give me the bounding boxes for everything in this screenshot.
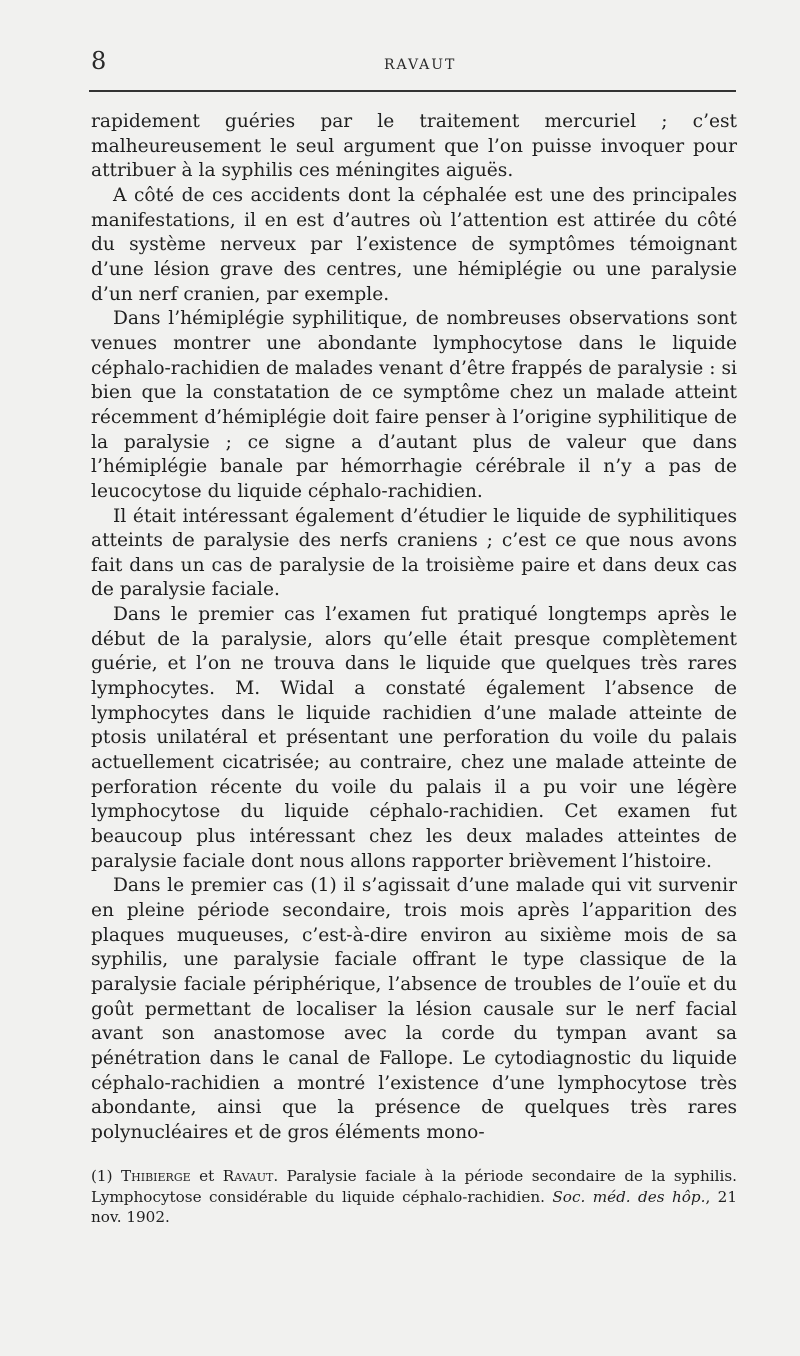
paragraph-2: A côté de ces accidents dont la céphalée est une des principales manifestations, il en est d’autres où l’attention est attirée du côté du système nerveux par l’existence de symptômes témoignant d’une lésion grave des centres, une hémiplégie ou une paralysie d’un nerf cranien, par exemple. — [91, 184, 737, 305]
header-rule — [89, 90, 736, 92]
footnote-journal: Soc. méd. des hôp. — [552, 1187, 706, 1206]
footnote-author-1: Thibierge — [121, 1167, 191, 1185]
footnote-conjunction: et — [199, 1167, 215, 1185]
footnote — [91, 1166, 737, 1228]
footnote-text: . Paralysie faciale à la période secondaire de la syphilis. Lymphocytose considérable du liquide céphalo-rachidien. — [91, 1167, 738, 1206]
page-number: 8 — [91, 47, 107, 75]
paragraph-3: Dans l’hémiplégie syphilitique, de nombreuses observations sont venues montrer une abondante lymphocytose dans le liquide céphalo-rachidien de malades venant d’être frappés de paralysie : si bien que la constatation de ce symptôme chez un malade atteint récemment d’hémiplégie doit faire penser à l’origine syphilitique de la paralysie ; ce signe a d’autant plus de valeur que dans l’hémiplégie banale par hémorrhagie cérébrale il n’y a pas de leucocytose du liquide céphalo-rachidien. — [91, 308, 737, 502]
footnote-date: , 21 nov. 1902. — [91, 1187, 737, 1226]
running-head: RAVAUT — [384, 57, 457, 73]
body-text — [91, 110, 737, 1146]
paragraph-5: Dans le premier cas l’examen fut pratiqué longtemps après le début de la paralysie, alors qu’elle était presque complètement guérie, et l’on ne trouva dans le liquide que quelques très rares lymphocytes. M. Widal a constaté également l’absence de lymphocytes dans le liquide rachidien d’une malade atteinte de ptosis unilatéral et présentant une perforation du voile du palais actuellement cicatrisée; au contraire, chez une malade atteinte de perforation récente du voile du palais il a pu voir une légère lymphocytose du liquide céphalo-rachidien. Cet examen fut beaucoup plus intéressant chez les deux malades atteintes de paralysie faciale dont nous allons rapporter brièvement l’histoire. — [91, 604, 737, 872]
footnote-marker: (1) — [91, 1167, 113, 1185]
paragraph-4: Il était intéressant également d’étudier le liquide de syphilitiques atteints de paralysie des nerfs craniens ; c’est ce que nous avons fait dans un cas de paralysie de la troisième paire et dans deux cas de paralysie faciale. — [91, 505, 737, 601]
footnote-author-2: Ravaut — [222, 1167, 274, 1185]
paragraph-1: rapidement guéries par le traitement mercuriel ; c’est malheureusement le seul argument que l’on puisse invoquer pour attribuer à la syphilis ces méningites aiguës. — [91, 111, 737, 182]
paragraph-6: Dans le premier cas (1) il s’agissait d’une malade qui vit survenir en pleine période secondaire, trois mois après l’apparition des plaques muqueuses, c’est-à-dire environ au sixième mois de sa syphilis, une paralysie faciale offrant le type classique de la paralysie faciale périphérique, l’absence de troubles de l’ouïe et du goût permettant de localiser la lésion causale sur le nerf facial avant son anastomose avec la corde du tympan avant sa pénétration dans le canal de Fallope. Le cytodiagnostic du liquide céphalo-rachidien a montré l’existence d’une lymphocytose très abondante, ainsi que la présence de quelques très rares polynucléaires et de gros éléments mono- — [91, 875, 737, 1143]
